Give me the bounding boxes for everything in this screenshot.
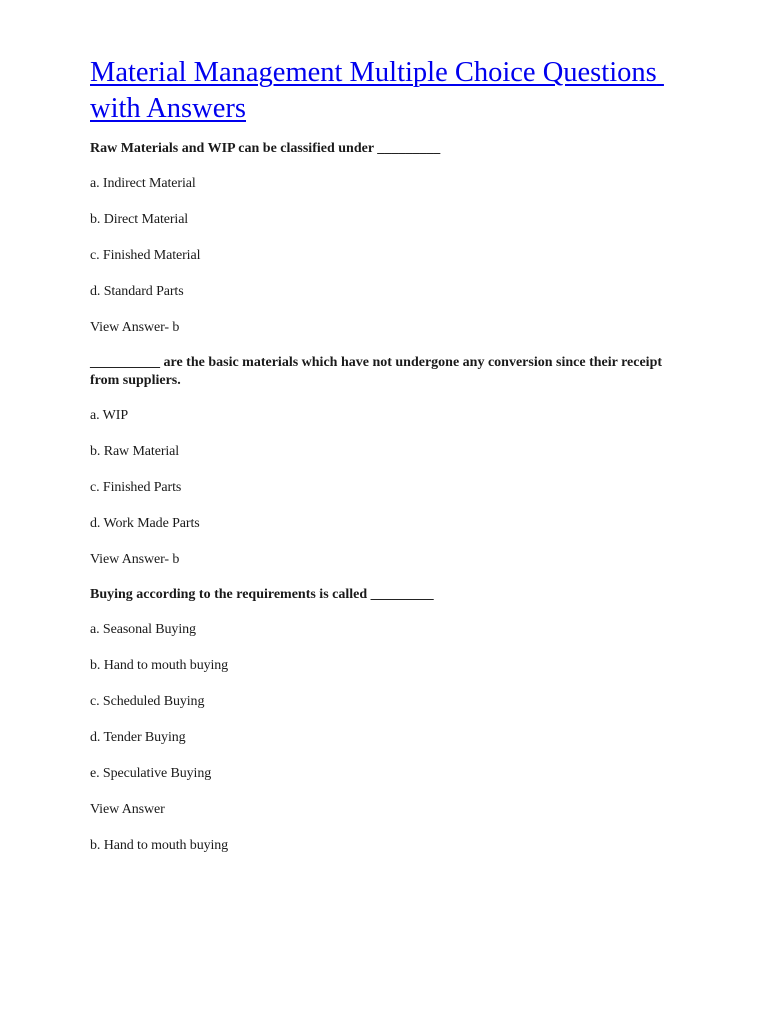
option-d: d. Standard Parts: [90, 284, 184, 299]
question-text: __________ are the basic materials which have not undergone any conversion since their receipt from suppliers.: [90, 355, 663, 388]
option-d: d. Work Made Parts: [90, 516, 200, 531]
view-answer[interactable]: View Answer- b: [90, 552, 180, 567]
page-title[interactable]: [90, 55, 680, 127]
title-link[interactable]: Material Management Multiple Choice Questions with Answers: [90, 57, 664, 124]
view-answer[interactable]: View Answer: [90, 802, 165, 817]
option-a: a. Seasonal Buying: [90, 622, 196, 637]
option-a: a. Indirect Material: [90, 176, 196, 191]
option-c: c. Scheduled Buying: [90, 694, 205, 709]
view-answer[interactable]: View Answer- b: [90, 320, 180, 335]
option-b: b. Raw Material: [90, 444, 180, 459]
option-c: c. Finished Parts: [90, 480, 182, 495]
option-c: c. Finished Material: [90, 248, 201, 263]
question-text: Buying according to the requirements is called _________: [90, 587, 434, 602]
option-b: b. Hand to mouth buying: [90, 658, 229, 673]
answer-text: b. Hand to mouth buying: [90, 838, 229, 853]
option-e: e. Speculative Buying: [90, 766, 212, 781]
question-text: Raw Materials and WIP can be classified under _________: [90, 141, 441, 156]
option-d: d. Tender Buying: [90, 730, 186, 745]
question-block-3: [90, 586, 680, 855]
question-block-1: [90, 140, 680, 337]
option-a: a. WIP: [90, 408, 129, 423]
document-page: [90, 55, 680, 872]
question-block-2: [90, 354, 680, 569]
option-b: b. Direct Material: [90, 212, 189, 227]
